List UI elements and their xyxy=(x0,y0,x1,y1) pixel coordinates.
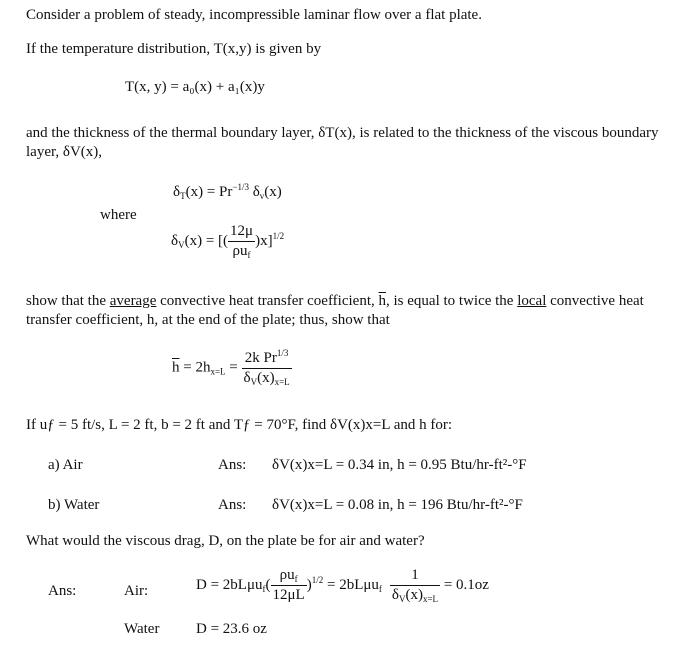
temperature-equation xyxy=(125,78,265,97)
text-part: convective heat transfer coefficient, h, at the end of the plate; thus, show that xyxy=(26,293,644,328)
denominator: 12μL xyxy=(272,587,305,604)
case-a-label: a) Air xyxy=(48,457,83,473)
delta-symbol: δ xyxy=(243,369,251,386)
equation-part: D = 2bLμu xyxy=(196,576,263,593)
subscript: f xyxy=(247,249,251,260)
denominator xyxy=(242,368,292,388)
equation-part: (x) xyxy=(264,184,282,200)
fraction xyxy=(390,566,440,605)
numerator: 12μ xyxy=(230,223,254,239)
subscript: x=L xyxy=(422,593,439,604)
subscript: f xyxy=(294,574,298,584)
numerator xyxy=(242,348,292,368)
denominator-text: (x) xyxy=(405,586,423,603)
heat-transfer-equation xyxy=(172,348,292,388)
delta-symbol: δ xyxy=(391,586,399,603)
delta-symbol: δ xyxy=(173,184,181,200)
delta-symbol: δ xyxy=(248,184,260,200)
fraction xyxy=(242,348,292,388)
fraction xyxy=(228,222,255,261)
numerator-text: ρu xyxy=(279,567,295,583)
drag-air-equation xyxy=(196,566,489,605)
drag-water-label: Water xyxy=(124,621,160,637)
drag-water-equation: D = 23.6 oz xyxy=(196,621,267,637)
case-a-answer: δV(x)x=L = 0.34 in, h = 0.95 Btu/hr-ft²-°F xyxy=(272,457,527,473)
paren: ) xyxy=(306,576,312,593)
delta-symbol: δ xyxy=(171,232,179,249)
thermal-text: and the thickness of the thermal boundary layer, δT(x), is related to the thickness of the viscous boundary layer, δV(x), xyxy=(26,125,659,160)
thermal-thickness-equation xyxy=(173,182,282,202)
subscript: V xyxy=(250,376,258,387)
subscript: v xyxy=(259,191,265,201)
h-bar-symbol: $\overline{h}$ xyxy=(378,293,386,309)
drag-air-result: = 0.1oz xyxy=(440,576,489,593)
subscript: x=L xyxy=(210,366,226,377)
exponent: 1/3 xyxy=(276,348,289,358)
case-b-label: b) Water xyxy=(48,497,100,513)
exponent: 1/2 xyxy=(272,230,285,241)
local-word: local xyxy=(517,293,547,309)
case-a-ans-label: Ans: xyxy=(218,457,247,473)
denominator xyxy=(228,241,255,261)
equation-part: (x) = [( xyxy=(184,232,229,249)
drag-ans-label: Ans: xyxy=(48,583,77,599)
numerator: 1 xyxy=(411,567,419,583)
subscript: T xyxy=(180,191,186,201)
subscript: V xyxy=(398,593,406,604)
subscript: x=L xyxy=(274,376,290,387)
equation-part: )x] xyxy=(255,232,273,249)
given-text: If uƒ = 5 ft/s, L = 2 ft, b = 2 ft and Tƒ = 70°F, find δV(x)x=L and h for: xyxy=(26,417,453,433)
equation-part: = 2h xyxy=(179,359,211,376)
fraction xyxy=(271,566,307,605)
drag-question: What would the viscous drag, D, on the plate be for air and water? xyxy=(26,533,425,549)
text-part: show that the xyxy=(26,293,110,309)
equation-part: = 2bLμu xyxy=(323,576,379,593)
subscript: V xyxy=(178,239,185,250)
paren: ( xyxy=(265,576,271,593)
denominator-text: (x) xyxy=(257,369,275,386)
drag-air-label: Air: xyxy=(124,583,149,599)
show-that-text xyxy=(26,292,676,330)
numerator-text: 2k Pr xyxy=(244,350,277,366)
subscript: f xyxy=(262,583,266,594)
viscous-thickness-equation xyxy=(171,222,284,261)
text-part: convective heat transfer coefficient, xyxy=(156,293,379,309)
case-b-ans-label: Ans: xyxy=(218,497,247,513)
denominator-text: ρu xyxy=(232,242,248,259)
temperature-equation-text: T(x, y) = a₀(x) + a₁(x)y xyxy=(125,79,265,95)
h-bar-symbol: $\overline{h}$ xyxy=(172,359,180,376)
subscript: f xyxy=(378,583,382,594)
numerator xyxy=(271,566,307,585)
denominator xyxy=(390,585,440,605)
equation-part: (x) = Pr xyxy=(185,184,233,200)
intro-text: Consider a problem of steady, incompressible laminar flow over a flat plate. xyxy=(26,7,482,23)
exponent: 1/2 xyxy=(311,574,324,585)
where-label: where xyxy=(100,207,137,223)
text-part: , is equal to twice the xyxy=(386,293,518,309)
average-word: average xyxy=(109,293,157,309)
case-b-answer: δV(x)x=L = 0.08 in, h = 196 Btu/hr-ft²-°F xyxy=(272,497,523,513)
temp-intro-text: If the temperature distribution, T(x,y) is given by xyxy=(26,41,322,57)
equation-part: = xyxy=(225,359,242,376)
exponent: −1/3 xyxy=(232,182,249,192)
